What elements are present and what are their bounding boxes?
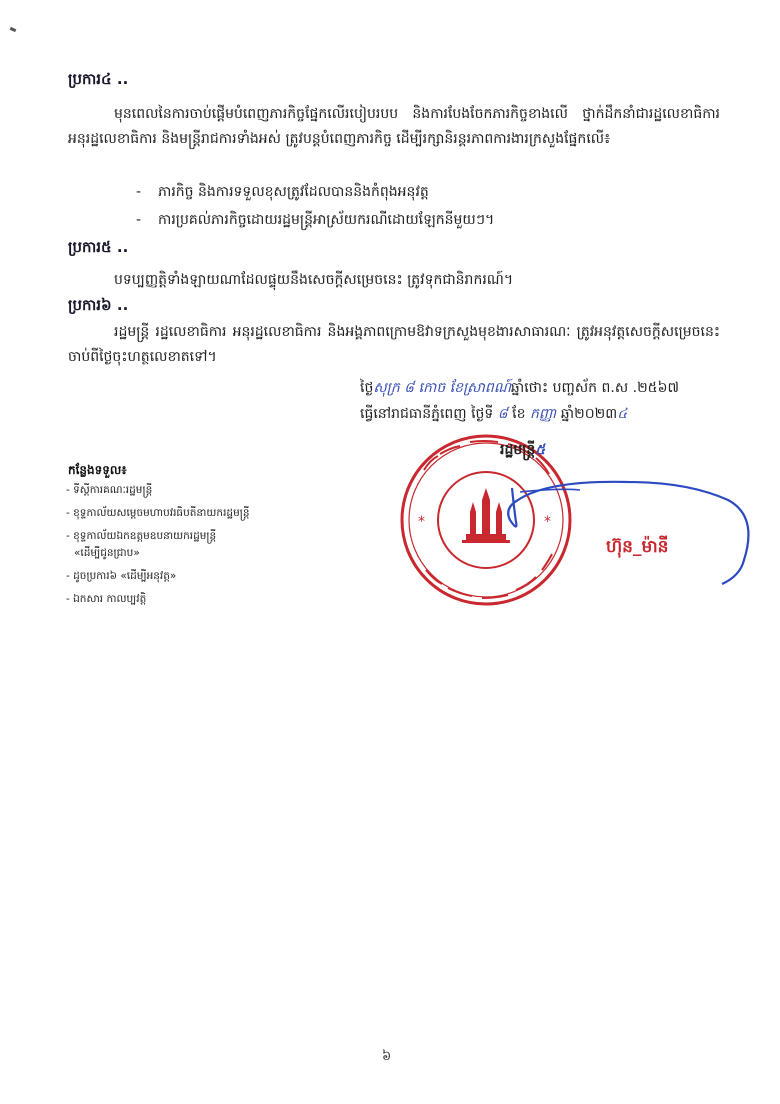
bullet-text: ការប្រគល់ភារកិច្ចដោយរដ្ឋមន្ត្រីអាស្រ័យករណីដោយឡែកនីមួយៗ។ bbox=[158, 212, 495, 228]
svg-text:*: * bbox=[418, 514, 425, 530]
article-4-paragraph: មុនពេលនៃការចាប់ផ្ដើមបំពេញភារកិច្ចផ្នែកលើរបៀបរបប និងការបែងចែកភារកិច្ចខាងលើ ថ្នាក់ដឹកនាំជារដ្ឋលេខាធិការ អនុរដ្ឋលេខាធិការ និងមន្ត្រីរាជការទាំងអស់ ត្រូវបន្តបំពេញភារកិច្ច ដើម្បីរក្សានិរន្តរភាពការងារក្រសួងផ្នែកលើ៖ bbox=[68, 106, 720, 147]
solar-month-label: ខែ bbox=[512, 406, 526, 422]
signer-name: ហ៊ុន_ម៉ានី bbox=[606, 537, 669, 557]
recipients-title: កន្លែងទទួល៖ bbox=[68, 463, 127, 477]
lunar-date-line bbox=[360, 378, 679, 399]
bullet-text: ភារកិច្ច និងការទទួលខុសត្រូវដែលបាននិងកំពុងអនុវត្ត bbox=[158, 184, 429, 200]
minister-title-line bbox=[500, 440, 545, 461]
page-number: ៦ bbox=[382, 1049, 392, 1064]
article-4-bullet-2: - ការប្រគល់ភារកិច្ចដោយរដ្ឋមន្ត្រីអាស្រ័យករណីដោយឡែកនីមួយៗ។ bbox=[136, 212, 495, 228]
minister-title-hand: ៥ bbox=[535, 442, 546, 458]
article-6-paragraph: រដ្ឋមន្ត្រី រដ្ឋលេខាធិការ អនុរដ្ឋលេខាធិការ និងអង្គភាពក្រោមឱវាទក្រសួងមុខងារសាធារណៈ ត្រូវអនុវត្តសេចក្ដីសម្រេចនេះ ចាប់ពីថ្ងៃចុះហត្ថលេខាតទៅ។ bbox=[68, 324, 720, 365]
recipient-item: «ដើម្បីជូនជ្រាប» bbox=[74, 547, 140, 559]
recipient-item: - ទីស្ដីការគណៈរដ្ឋមន្ត្រី bbox=[66, 484, 153, 496]
recipient-item: - ឯកសារ កាលប្បវត្តិ bbox=[66, 593, 147, 605]
lunar-suffix: ឆ្នាំថោះ បញ្ចស័ក ព.ស .២៥៦៧ bbox=[510, 380, 679, 396]
recipient-item: - ដូចប្រការ៦ «ដើម្បីអនុវត្ត» bbox=[66, 570, 177, 582]
article-4-heading: ប្រការ៤ .. bbox=[68, 70, 129, 88]
minister-title: រដ្ឋមន្ត្រី bbox=[500, 442, 536, 458]
solar-year: ឆ្នាំ២០២៣ bbox=[560, 406, 618, 422]
recipient-item: - ខុទ្ទកាល័យសម្ដេចមហាបវរធិបតីនាយករដ្ឋមន្ត្រី bbox=[66, 507, 250, 519]
lunar-prefix: ថ្ងៃ bbox=[360, 380, 374, 396]
article-4-bullet-1: - ភារកិច្ច និងការទទួលខុសត្រូវដែលបាននិងកំពុងអនុវត្ត bbox=[136, 184, 429, 200]
article-5-heading: ប្រការ៥ .. bbox=[68, 238, 129, 256]
scan-mark bbox=[10, 27, 17, 32]
solar-year-hand: ៤ bbox=[617, 406, 628, 422]
solar-day: ៨ bbox=[497, 406, 508, 422]
article-5-paragraph: បទប្បញ្ញត្តិទាំងឡាយណាដែលផ្ទុយនឹងសេចក្ដីសម្រេចនេះ ត្រូវទុកជានិរាករណ៍។ bbox=[114, 272, 514, 288]
article-6-heading: ប្រការ៦ .. bbox=[68, 296, 129, 314]
svg-text:*: * bbox=[544, 514, 551, 530]
recipient-item: - ខុទ្ទកាល័យឯកឧត្ដមឧបនាយករដ្ឋមន្ត្រី bbox=[66, 530, 217, 542]
recipients-list bbox=[66, 484, 366, 616]
lunar-handwritten: សុក្រ ៨ កោច ខែស្រាពណ៍ bbox=[373, 380, 511, 396]
handwritten-signature bbox=[470, 440, 770, 590]
solar-month: កញ្ញា bbox=[529, 406, 557, 422]
solar-date-line bbox=[360, 404, 627, 425]
solar-prefix: ធ្វើនៅរាជធានីភ្នំពេញ ថ្ងៃទី bbox=[360, 406, 494, 422]
